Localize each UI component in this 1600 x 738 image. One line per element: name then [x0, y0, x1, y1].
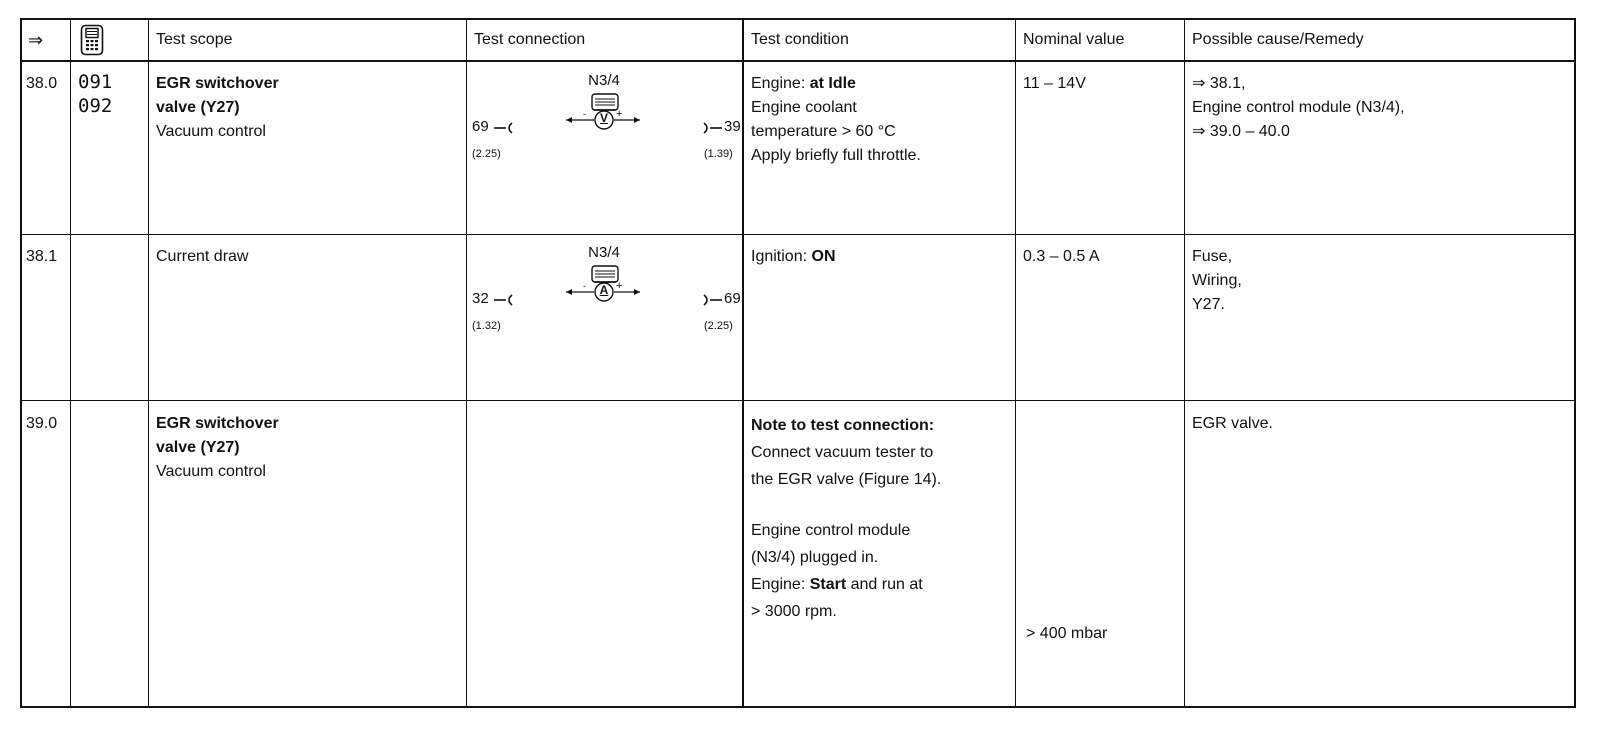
test-connection-header: Test connection — [474, 31, 586, 48]
test-condition: Engine: at Idle Engine coolant temperature > 60 °C Apply briefly full throttle. — [751, 75, 921, 164]
right-pin-reference: (1.39) — [704, 148, 733, 160]
test-connection-diagram: N3/4 - V + 69 39 (2.25) (1.39) — [466, 60, 742, 234]
nominal-value: 0.3 – 0.5 A — [1023, 248, 1100, 265]
header-divider — [22, 60, 1574, 62]
test-scope-header: Test scope — [156, 31, 233, 48]
possible-cause: Fuse, Wiring, Y27. — [1192, 248, 1242, 313]
test-condition-header: Test condition — [751, 31, 849, 48]
column-divider — [1015, 20, 1016, 706]
possible-cause-header: Possible cause/Remedy — [1192, 31, 1364, 48]
possible-cause: EGR valve. — [1192, 415, 1273, 432]
left-pin: 69 — [472, 118, 489, 135]
test-connection-diagram: N3/4 - A + 32 69 (1.32) (2.25) — [466, 234, 742, 400]
column-divider — [1184, 20, 1185, 706]
test-condition: Note to test connection: Connect vacuum tester to the EGR valve (Figure 14). Engine control module (N3/4) plugged in. Engine: Start and run at > 3000 rpm. — [751, 412, 941, 625]
ammeter-icon — [466, 234, 742, 400]
step-number: 38.1 — [26, 248, 58, 265]
meter-letter: V — [599, 111, 608, 125]
voltmeter-icon — [466, 60, 742, 234]
tester-code: 091 092 — [78, 71, 113, 117]
nominal-value: > 400 mbar — [1026, 625, 1108, 642]
left-pin: 32 — [472, 290, 489, 307]
step-number: 39.0 — [26, 415, 58, 432]
row-divider — [22, 234, 1574, 235]
row-divider — [22, 400, 1574, 401]
diagnostic-tester-icon — [80, 24, 104, 64]
step-number: 38.0 — [26, 75, 58, 92]
left-pin-reference: (1.32) — [472, 320, 501, 332]
test-scope: Current draw — [156, 248, 249, 265]
right-pin: 39 — [724, 118, 741, 135]
test-condition: Ignition: ON — [751, 248, 836, 265]
right-pin-reference: (2.25) — [704, 320, 733, 332]
meter-letter: A — [599, 283, 609, 297]
test-table — [20, 18, 1576, 708]
note-title: Note to test connection: — [751, 417, 935, 434]
test-scope: EGR switchover valve (Y27) Vacuum control — [156, 415, 279, 480]
module-label: N3/4 — [588, 244, 620, 261]
column-divider — [148, 20, 149, 706]
column-divider — [70, 20, 71, 706]
test-scope: EGR switchover valve (Y27) Vacuum control — [156, 75, 279, 140]
nominal-value: 11 – 14V — [1023, 75, 1086, 92]
module-label: N3/4 — [588, 72, 620, 89]
arrow-header: ⇒ — [28, 30, 44, 50]
possible-cause: ⇒ 38.1, Engine control module (N3/4), ⇒ 39.0 – 40.0 — [1192, 75, 1405, 140]
nominal-value-header: Nominal value — [1023, 31, 1125, 48]
right-pin: 69 — [724, 290, 741, 307]
column-divider — [742, 20, 744, 706]
left-pin-reference: (2.25) — [472, 148, 501, 160]
